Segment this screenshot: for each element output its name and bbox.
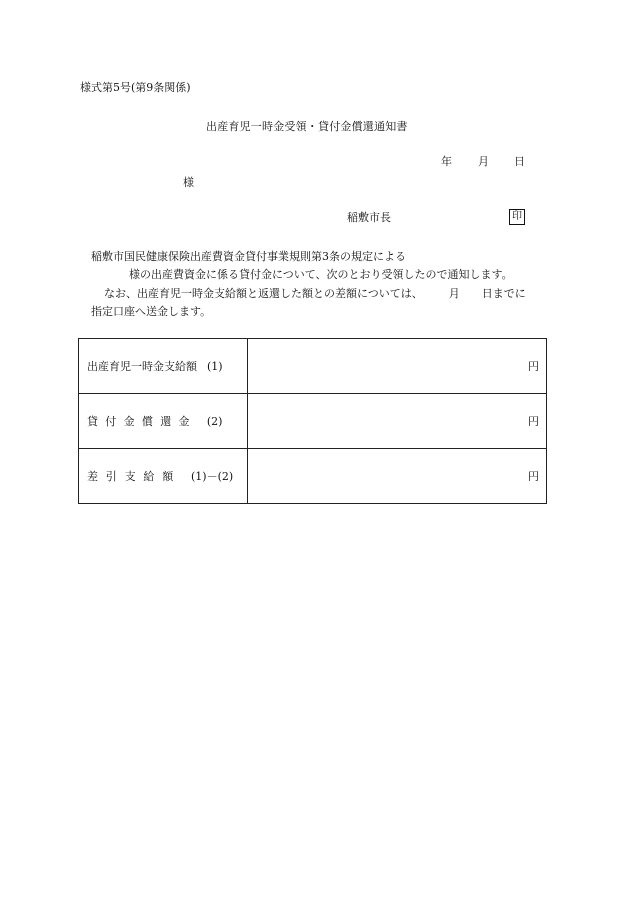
body-line-1: 稲敷市国民健康保険出産費資金貸付事業規則第3条の規定による <box>91 250 406 263</box>
seal-mark: 印 <box>509 209 525 225</box>
row-unit: 円 <box>528 415 539 428</box>
table-row <box>79 339 547 394</box>
row-value-cell <box>248 449 547 504</box>
row-label: 差引支給額 <box>87 470 181 483</box>
row-label-cell <box>79 339 248 394</box>
row-number: (1)－(2) <box>191 470 234 483</box>
body-line-2: 様の出産費資金に係る貸付金について、次のとおり受領したので通知します。 <box>129 268 513 281</box>
row-label-cell <box>79 394 248 449</box>
row-label: 貸付金償還金 <box>87 415 197 428</box>
date-month-label: 月 <box>478 155 489 168</box>
row-value-cell <box>248 394 547 449</box>
row-number: (1) <box>207 360 223 373</box>
body-line-4: 指定口座へ送金します。 <box>91 305 212 318</box>
table-row <box>79 449 547 504</box>
body-line-3-month: 月 <box>448 287 460 300</box>
row-number: (2) <box>206 415 223 428</box>
amount-table <box>78 338 547 504</box>
issuer-name: 稲敷市長 <box>347 211 391 224</box>
body-line-3 <box>104 287 526 301</box>
date-line <box>441 155 525 169</box>
addressee-suffix: 様 <box>183 176 194 189</box>
form-number: 様式第5号(第9条関係) <box>80 81 191 94</box>
body-line-3-text: なお、出産育児一時金支給額と返還した額との差額については、 <box>104 287 423 300</box>
date-year-label: 年 <box>441 155 452 168</box>
row-value-cell <box>248 339 547 394</box>
row-label: 出産育児一時金支給額 <box>87 360 197 373</box>
row-unit: 円 <box>528 360 539 373</box>
table-row <box>79 394 547 449</box>
date-day-label: 日 <box>514 155 525 168</box>
row-unit: 円 <box>528 470 539 483</box>
body-line-3-day: 日までに <box>481 287 526 300</box>
document-title: 出産育児一時金受領・貸付金償還通知書 <box>206 120 408 133</box>
row-label-cell <box>79 449 248 504</box>
